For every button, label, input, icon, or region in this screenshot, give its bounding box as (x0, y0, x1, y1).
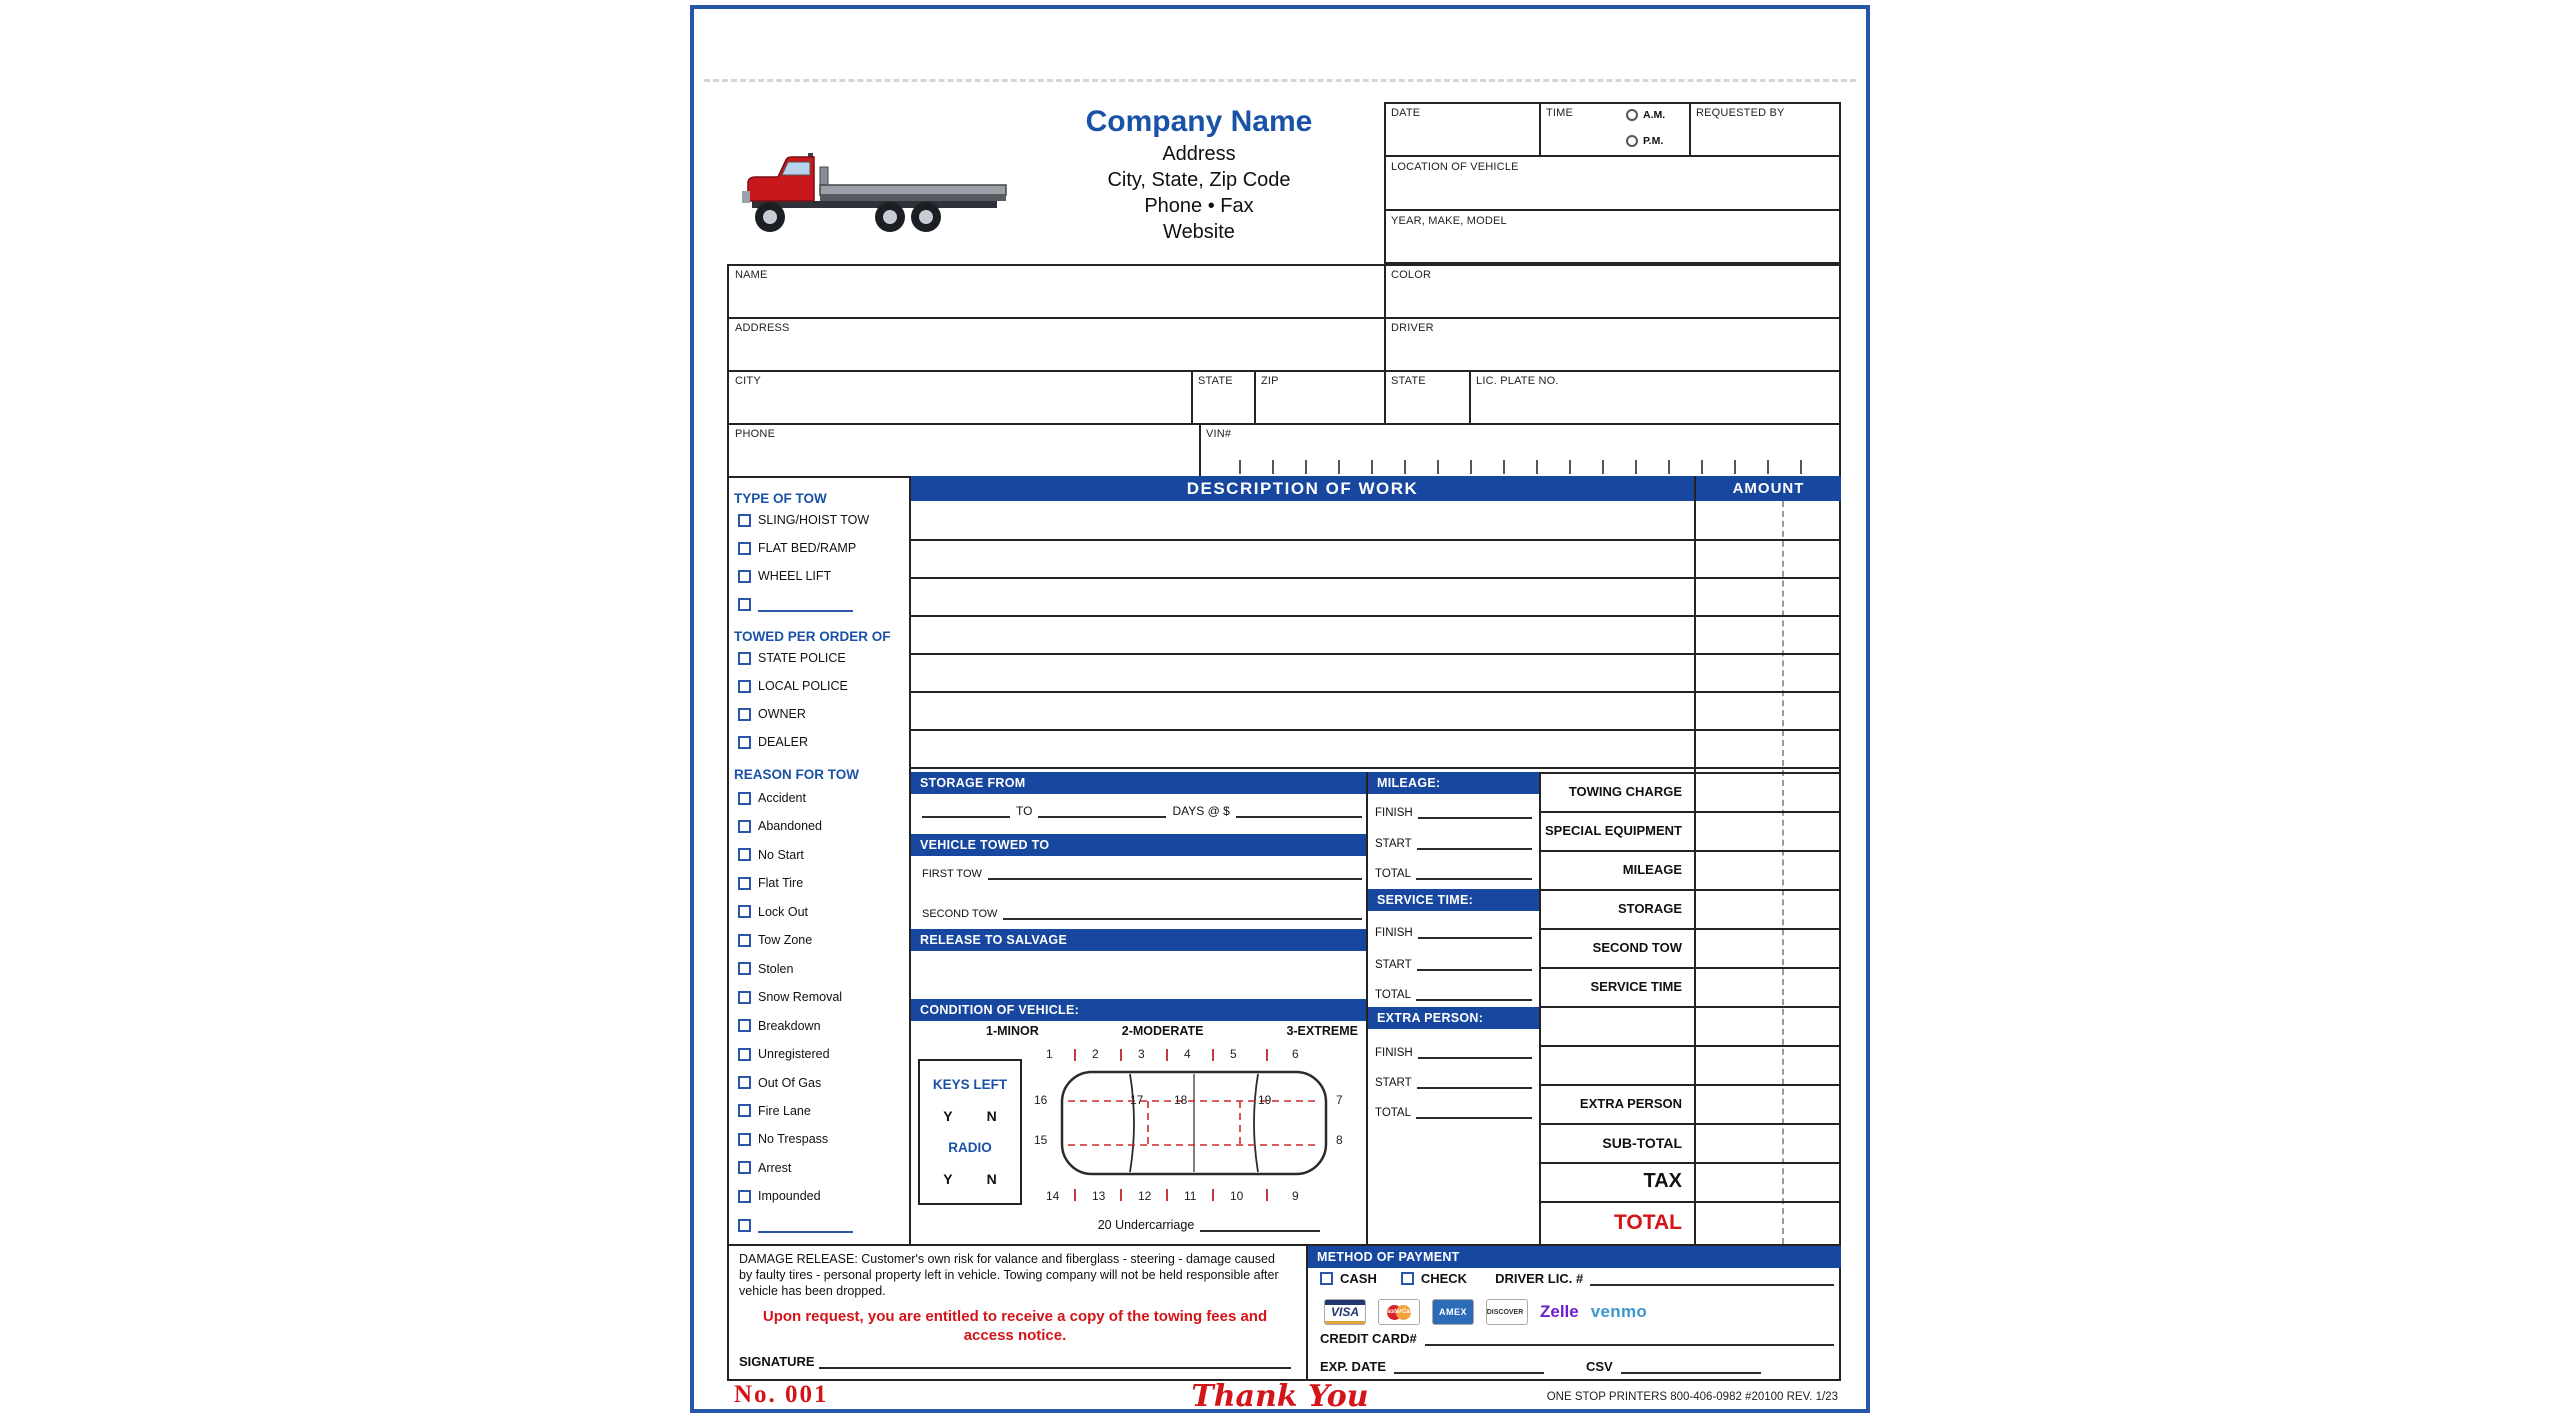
zone-tick (1266, 1049, 1268, 1061)
finish-label: FINISH (1375, 927, 1413, 939)
zone-tick (1120, 1049, 1122, 1061)
check-checkbox[interactable] (1401, 1272, 1414, 1285)
checkbox[interactable] (738, 820, 751, 833)
extra-finish-row (1375, 1044, 1532, 1059)
visa-text: VISA (1330, 1305, 1359, 1319)
extra-total-row (1375, 1104, 1532, 1119)
checkbox[interactable] (738, 680, 751, 693)
cash-checkbox[interactable] (1320, 1272, 1333, 1285)
vehicle-state-label: STATE (1391, 375, 1426, 387)
color-label: COLOR (1391, 269, 1432, 281)
checkbox[interactable] (738, 542, 751, 555)
radio-yes-option[interactable]: Y (943, 1171, 953, 1187)
item-label: Snow Removal (758, 990, 843, 1005)
checkbox[interactable] (738, 1104, 751, 1117)
condition-of-vehicle-header: CONDITION OF VEHICLE: (911, 999, 1366, 1021)
charge-second-tow: SECOND TOW (1592, 940, 1682, 955)
checkbox-item-flat-bed-ramp[interactable] (738, 541, 869, 555)
service-total-line[interactable] (1416, 986, 1532, 1001)
charge-storage: STORAGE (1617, 901, 1682, 916)
zone-tick (1212, 1189, 1214, 1201)
checkbox-item-snow-removal[interactable] (738, 990, 853, 1004)
start-label: START (1375, 959, 1412, 971)
city-label: CITY (735, 375, 761, 387)
rule (1539, 102, 1541, 155)
rule (909, 729, 1841, 731)
checkbox[interactable] (738, 598, 751, 611)
towing-fees-notice: Upon request, you are entitled to receive a copy of the towing fees and access notice. (762, 1308, 1268, 1344)
checkbox[interactable] (738, 905, 751, 918)
item-label: Out Of Gas (758, 1075, 822, 1090)
checkbox[interactable] (738, 991, 751, 1004)
mileage-start-row (1375, 835, 1532, 850)
zone-tick (1166, 1049, 1168, 1061)
item-label: SLING/HOIST TOW (758, 513, 870, 527)
radio-no-option[interactable]: N (986, 1171, 997, 1187)
first-tow-label: FIRST TOW (922, 868, 982, 880)
company-address: Address (1162, 143, 1236, 165)
checkbox-item-arrest[interactable] (738, 1161, 853, 1175)
driver-lic-line[interactable] (1590, 1271, 1834, 1286)
state-label: STATE (1198, 375, 1233, 387)
location-of-vehicle-label: LOCATION OF VEHICLE (1391, 161, 1519, 173)
to-label: TO (1016, 804, 1033, 818)
payment-brands-row (1324, 1297, 1647, 1327)
zone-9[interactable]: 9 (1292, 1189, 1299, 1203)
checkbox[interactable] (738, 1048, 751, 1061)
checkbox-item-impounded[interactable] (738, 1189, 853, 1203)
venmo-logo: venmo (1590, 1302, 1648, 1321)
zone-5[interactable]: 5 (1230, 1047, 1237, 1061)
item-label: FLAT BED/RAMP (758, 541, 857, 555)
service-start-line[interactable] (1417, 956, 1532, 971)
item-label: OWNER (758, 707, 806, 721)
vin-character-ticks[interactable] (1239, 460, 1833, 474)
mileage-finish-line[interactable] (1418, 804, 1532, 819)
item-label: LOCAL POLICE (758, 679, 848, 693)
zone-3[interactable]: 3 (1138, 1047, 1145, 1061)
charge-service-time: SERVICE TIME (1590, 979, 1682, 994)
printer-info: ONE STOP PRINTERS 800-406-0982 #20100 REV. 1/23 (1546, 1391, 1838, 1403)
checkbox[interactable] (738, 1076, 751, 1089)
charge-tax: TAX (1643, 1170, 1682, 1192)
rule (909, 476, 911, 1244)
checkbox-item-other-reason[interactable] (738, 1218, 853, 1233)
item-label: No Trespass (758, 1132, 829, 1147)
checkbox-item-state-police[interactable] (738, 651, 848, 665)
rule (909, 691, 1841, 693)
item-label: Flat Tire (758, 876, 804, 891)
write-in-line[interactable] (758, 1218, 853, 1233)
first-tow-row (922, 865, 1362, 880)
signature-line[interactable] (819, 1354, 1291, 1369)
pm-label: P.M. (1643, 135, 1664, 147)
zone-10[interactable]: 10 (1230, 1189, 1244, 1203)
item-label: No Start (758, 847, 804, 862)
undercarriage-line[interactable] (1200, 1217, 1320, 1232)
undercarriage-row (1064, 1217, 1354, 1232)
visa-logo (1324, 1299, 1366, 1325)
checkbox[interactable] (738, 1190, 751, 1203)
severity-moderate: 2-MODERATE (1121, 1024, 1204, 1038)
total-label: TOTAL (1375, 868, 1411, 880)
car-damage-diagram[interactable] (1034, 1047, 1354, 1205)
zone-7[interactable]: 7 (1336, 1093, 1343, 1107)
rule (727, 423, 1841, 425)
total-label: TOTAL (1375, 1107, 1411, 1119)
thank-you-text: Thank You (1191, 1379, 1369, 1414)
rule (909, 615, 1841, 617)
start-label: START (1375, 1077, 1412, 1089)
item-label: Accident (758, 791, 806, 805)
rule (727, 317, 1841, 319)
rule (1384, 155, 1841, 157)
second-tow-line[interactable] (1003, 905, 1362, 920)
phone-label: PHONE (735, 428, 776, 440)
checkbox-item-no-start[interactable] (738, 848, 853, 862)
checkbox[interactable] (738, 1133, 751, 1146)
release-to-salvage-header: RELEASE TO SALVAGE (911, 929, 1366, 951)
rule (909, 539, 1841, 541)
service-time-header: SERVICE TIME: (1368, 889, 1539, 911)
driver-lic-label: DRIVER LIC. # (1495, 1271, 1584, 1286)
charge-mileage: MILEAGE (1622, 862, 1682, 877)
company-city-state-zip: City, State, Zip Code (1107, 169, 1291, 191)
extra-start-line[interactable] (1417, 1074, 1532, 1089)
checkbox-item-stolen[interactable] (738, 962, 853, 976)
checkbox[interactable] (738, 1161, 751, 1174)
checkbox[interactable] (738, 962, 751, 975)
mileage-total-row (1375, 865, 1532, 880)
time-label: TIME (1546, 107, 1574, 119)
lic-plate-label: LIC. PLATE NO. (1476, 375, 1559, 387)
reason-for-tow-list (738, 791, 853, 1233)
header-info-box (1384, 102, 1841, 264)
check-label: CHECK (1420, 1271, 1468, 1286)
item-label: Breakdown (758, 1018, 821, 1033)
rule (1199, 423, 1201, 476)
keys-yes-option[interactable]: Y (943, 1108, 953, 1124)
checkbox-item-abandoned[interactable] (738, 819, 853, 833)
checkbox-item-unregistered[interactable] (738, 1047, 853, 1061)
checkbox-item-local-police[interactable] (738, 679, 848, 693)
zone-tick (1266, 1189, 1268, 1201)
keys-left-label: KEYS LEFT (932, 1077, 1008, 1092)
item-label: WHEEL LIFT (758, 569, 832, 583)
item-label: STATE POLICE (758, 651, 846, 665)
service-finish-line[interactable] (1418, 924, 1532, 939)
radio-label: RADIO (948, 1140, 992, 1155)
vehicle-towed-to-header: VEHICLE TOWED TO (911, 834, 1366, 856)
checkbox-item-breakdown[interactable] (738, 1019, 853, 1033)
rule (1384, 264, 1386, 423)
checkbox-item-accident[interactable] (738, 791, 853, 805)
extra-total-line[interactable] (1416, 1104, 1532, 1119)
company-website: Website (1163, 221, 1235, 243)
cents-divider (1782, 501, 1784, 1244)
checkbox-item-no-trespass[interactable] (738, 1132, 853, 1146)
type-of-tow-title: TYPE OF TOW (734, 491, 827, 506)
company-info (1014, 141, 1384, 245)
address-label: ADDRESS (735, 322, 790, 334)
checkbox-item-out-of-gas[interactable] (738, 1076, 853, 1090)
invoice-sheet (690, 5, 1870, 1413)
company-name: Company Name (1085, 105, 1313, 138)
checkbox[interactable] (738, 877, 751, 890)
checkbox[interactable] (738, 570, 751, 583)
mastercard-logo (1378, 1299, 1420, 1325)
towed-per-order-list (738, 651, 848, 749)
payment-options-row (1320, 1271, 1834, 1286)
storage-from-header: STORAGE FROM (911, 772, 1366, 794)
pm-option[interactable] (1626, 135, 1663, 147)
zone-1[interactable]: 1 (1046, 1047, 1053, 1061)
perforation-line (704, 79, 1856, 82)
charge-sub-total: SUB-TOTAL (1602, 1134, 1682, 1151)
description-of-work-header: DESCRIPTION OF WORK (911, 476, 1694, 501)
zone-6[interactable]: 6 (1292, 1047, 1299, 1061)
checkbox[interactable] (738, 934, 751, 947)
service-total-row (1375, 986, 1532, 1001)
severity-minor: 1-MINOR (986, 1024, 1039, 1038)
zone-tick (1120, 1189, 1122, 1201)
discover-text: DISCOVER (1486, 1308, 1524, 1316)
credit-card-row (1320, 1331, 1834, 1346)
rule (1191, 370, 1193, 423)
write-in-line[interactable] (758, 597, 853, 612)
radio-options (943, 1171, 996, 1187)
extra-finish-line[interactable] (1418, 1044, 1532, 1059)
zone-13[interactable]: 13 (1092, 1189, 1106, 1203)
zelle-logo: Zelle (1540, 1302, 1579, 1321)
rule (909, 767, 1841, 769)
rule (1254, 370, 1256, 423)
date-label: DATE (1391, 107, 1421, 119)
rule (1694, 476, 1696, 1244)
zone-16[interactable]: 16 (1034, 1093, 1048, 1107)
am-radio[interactable] (1626, 109, 1638, 121)
amount-header: AMOUNT (1696, 476, 1841, 501)
item-label: DEALER (758, 735, 809, 749)
charge-total: TOTAL (1613, 1210, 1682, 1234)
requested-by-label: REQUESTED BY (1696, 107, 1785, 119)
pm-radio[interactable] (1626, 135, 1638, 147)
exp-date-line[interactable] (1394, 1359, 1544, 1374)
zone-2[interactable]: 2 (1092, 1047, 1099, 1061)
checkbox[interactable] (738, 652, 751, 665)
checkbox-item-tow-zone[interactable] (738, 933, 853, 947)
item-label: Impounded (758, 1189, 821, 1204)
keys-no-option[interactable]: N (986, 1108, 997, 1124)
finish-label: FINISH (1375, 807, 1413, 819)
checkbox[interactable] (738, 708, 751, 721)
zone-12[interactable]: 12 (1138, 1189, 1152, 1203)
item-label: Stolen (758, 961, 794, 976)
zone-tick (1074, 1189, 1076, 1201)
checkbox-item-flat-tire[interactable] (738, 876, 853, 890)
item-label: Fire Lane (758, 1103, 811, 1118)
storage-from-row (922, 803, 1362, 818)
checkbox[interactable] (738, 1219, 751, 1232)
charge-blank-1 (1540, 1006, 1690, 1045)
mileage-finish-row (1375, 804, 1532, 819)
service-finish-row (1375, 924, 1532, 939)
damage-release-text: DAMAGE RELEASE: Customer's own risk for valance and fiberglass - steering - damage caused by faulty tires - personal property left in vehicle. Towing company will not be held responsible after vehicle has been dropped. (739, 1252, 1279, 1298)
mastercard-text: MasterCard (1382, 1309, 1416, 1315)
rule (1689, 102, 1691, 155)
am-label: A.M. (1643, 109, 1666, 121)
zone-8[interactable]: 8 (1336, 1133, 1343, 1147)
tow-truck-image (722, 127, 1012, 245)
tow-truck-icon (722, 127, 1012, 245)
discover-logo (1486, 1299, 1528, 1325)
towed-per-order-title: TOWED PER ORDER OF (734, 629, 891, 644)
cash-label: CASH (1340, 1271, 1377, 1286)
finish-label: FINISH (1375, 1047, 1413, 1059)
charge-blank-2 (1540, 1045, 1690, 1084)
name-label: NAME (735, 269, 768, 281)
mileage-start-line[interactable] (1417, 835, 1532, 850)
storage-to-line[interactable] (1038, 803, 1166, 818)
storage-rate-line[interactable] (1236, 803, 1362, 818)
checkbox[interactable] (738, 848, 751, 861)
item-label: Lock Out (758, 904, 809, 919)
checkbox-item-lock-out[interactable] (738, 905, 853, 919)
credit-card-label: CREDIT CARD# (1320, 1331, 1417, 1346)
mileage-header: MILEAGE: (1368, 772, 1539, 794)
rule (1469, 370, 1471, 423)
signature-row (739, 1354, 1291, 1369)
signature-label: SIGNATURE (739, 1354, 815, 1369)
zone-17[interactable]: 17 (1130, 1093, 1144, 1107)
service-start-row (1375, 956, 1532, 971)
keys-left-box (918, 1059, 1022, 1205)
item-label: Tow Zone (758, 933, 813, 948)
company-phone-fax: Phone • Fax (1144, 195, 1254, 217)
extra-start-row (1375, 1074, 1532, 1089)
item-label: Unregistered (758, 1047, 830, 1062)
extra-person-header: EXTRA PERSON: (1368, 1007, 1539, 1029)
exp-date-label: EXP. DATE (1320, 1359, 1386, 1374)
driver-label: DRIVER (1391, 322, 1434, 334)
form-number: No. 001 (734, 1381, 829, 1408)
zone-19[interactable]: 19 (1258, 1093, 1272, 1107)
rule (1384, 209, 1841, 211)
storage-from-line[interactable] (922, 803, 1010, 818)
csv-line[interactable] (1621, 1359, 1761, 1374)
checkbox-item-wheel-lift[interactable] (738, 569, 869, 583)
item-label: Abandoned (758, 819, 822, 834)
zone-18[interactable]: 18 (1174, 1093, 1188, 1107)
item-label: Arrest (758, 1160, 792, 1175)
method-of-payment-header: METHOD OF PAYMENT (1308, 1246, 1841, 1268)
year-make-model-label: YEAR, MAKE, MODEL (1391, 215, 1507, 227)
zone-tick (1074, 1049, 1076, 1061)
second-tow-label: SECOND TOW (922, 908, 998, 920)
mileage-total-line[interactable] (1416, 865, 1532, 880)
zone-11[interactable]: 11 (1184, 1189, 1197, 1203)
charge-towing: TOWING CHARGE (1568, 784, 1682, 799)
zone-tick (1166, 1189, 1168, 1201)
start-label: START (1375, 838, 1412, 850)
car-top-view-icon (1056, 1065, 1332, 1183)
checkbox[interactable] (738, 736, 751, 749)
exp-csv-row (1320, 1359, 1834, 1374)
rule (727, 370, 1841, 372)
zone-tick (1212, 1049, 1214, 1061)
rule (909, 653, 1841, 655)
csv-label: CSV (1585, 1359, 1613, 1374)
checkbox-item-dealer[interactable] (738, 735, 848, 749)
checkbox-item-other-tow[interactable] (738, 597, 869, 612)
zone-4[interactable]: 4 (1184, 1047, 1191, 1061)
second-tow-row (922, 905, 1362, 920)
type-of-tow-list (738, 513, 869, 612)
checkbox[interactable] (738, 1019, 751, 1032)
charge-extra-person: EXTRA PERSON (1579, 1096, 1682, 1111)
credit-card-line[interactable] (1425, 1331, 1834, 1346)
first-tow-line[interactable] (988, 865, 1362, 880)
days-at-label: DAYS @ $ (1172, 804, 1230, 818)
undercarriage-label: 20 Undercarriage (1097, 1218, 1195, 1232)
reason-for-tow-title: REASON FOR TOW (734, 767, 860, 782)
charge-special-equipment: SPECIAL EQUIPMENT (1544, 823, 1682, 838)
severity-extreme: 3-EXTREME (1286, 1024, 1358, 1038)
zone-15[interactable]: 15 (1034, 1133, 1048, 1147)
amex-text: AMEX (1438, 1307, 1467, 1317)
severity-scale (986, 1024, 1358, 1038)
checkbox[interactable] (738, 792, 751, 805)
vin-label: VIN# (1206, 428, 1232, 440)
amex-logo (1432, 1299, 1474, 1325)
checkbox-item-owner[interactable] (738, 707, 848, 721)
total-label: TOTAL (1375, 989, 1411, 1001)
zip-label: ZIP (1261, 375, 1279, 387)
checkbox[interactable] (738, 514, 751, 527)
rule (909, 577, 1841, 579)
keys-left-options (943, 1108, 996, 1124)
zone-14[interactable]: 14 (1046, 1189, 1060, 1203)
checkbox-item-fire-lane[interactable] (738, 1104, 853, 1118)
checkbox-item-sling-hoist-tow[interactable] (738, 513, 869, 527)
am-option[interactable] (1626, 109, 1665, 121)
